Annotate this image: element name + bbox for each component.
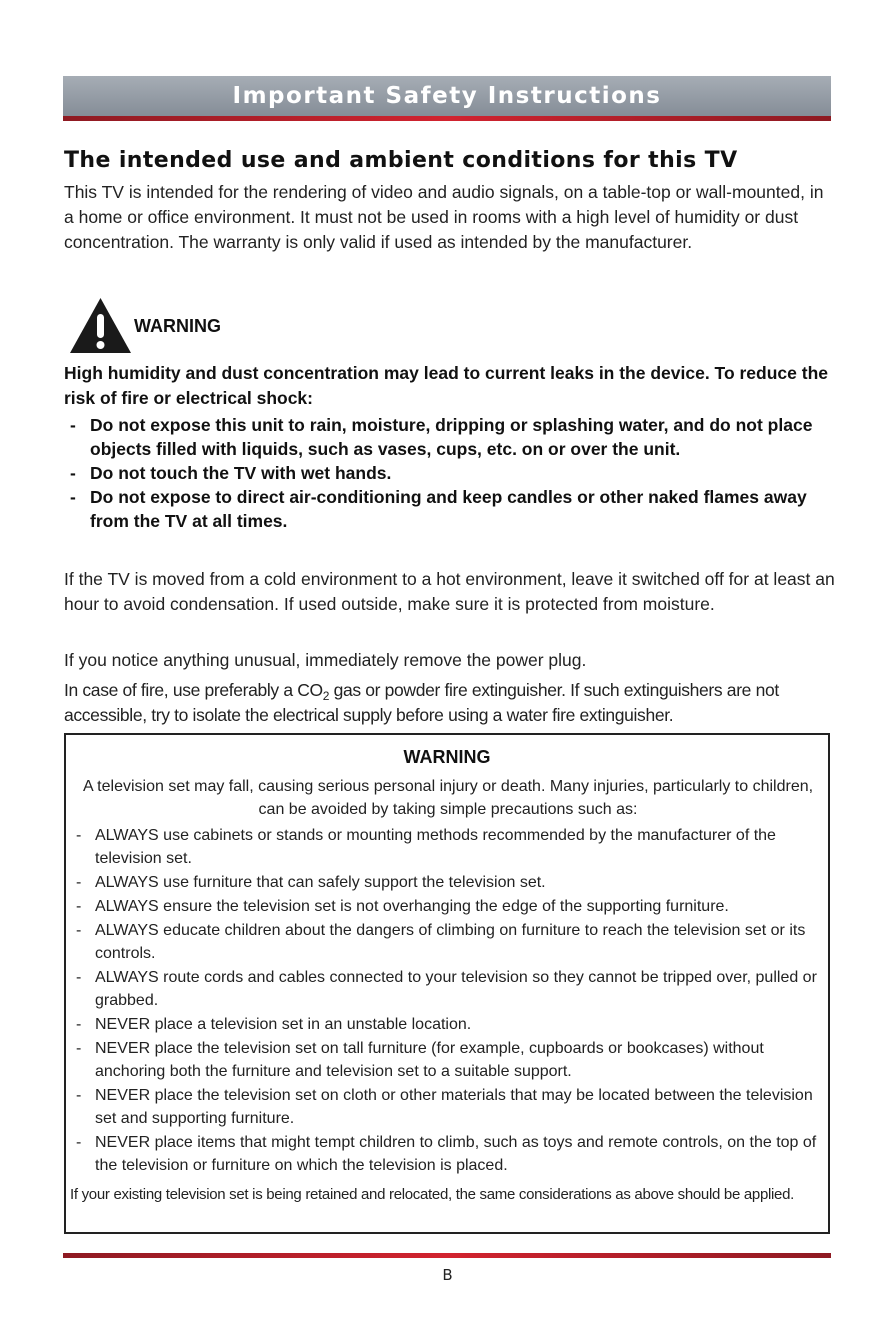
- list-item: [76, 871, 824, 894]
- list-item: [76, 824, 824, 870]
- bullet-dash: -: [76, 898, 82, 915]
- item-text: NEVER place items that might tempt children to climb, such as toys and remote controls, on the top of the television or furniture on which the television is placed.: [95, 1134, 817, 1174]
- bullet-dash: -: [76, 874, 82, 891]
- bullet-dash: -: [76, 1087, 82, 1104]
- box-item-list: [76, 824, 824, 1178]
- warning-bullet-list: [64, 413, 836, 533]
- bullet-text: Do not expose to direct air-conditioning and keep candles or other naked flames away from the TV at all times.: [90, 487, 807, 531]
- warning-label: WARNING: [134, 316, 221, 336]
- bullet-text: Do not touch the TV with wet hands.: [90, 463, 392, 483]
- box-title: WARNING: [403, 747, 491, 767]
- list-item: [64, 461, 836, 485]
- item-text: ALWAYS route cords and cables connected to your television so they cannot be tripped over, pulled or grabbed.: [95, 969, 817, 1009]
- subscript-2: 2: [322, 689, 330, 703]
- bullet-dash: -: [70, 463, 76, 483]
- header-bar: [63, 76, 831, 116]
- item-text: NEVER place a television set in an unstable location.: [95, 1016, 472, 1033]
- bullet-text: Do not expose this unit to rain, moisture, dripping or splashing water, and do not place objects filled with liquids, such as vases, cups, etc. on or over the unit.: [90, 415, 813, 459]
- item-text: ALWAYS use furniture that can safely support the television set.: [95, 874, 546, 891]
- item-text: ALWAYS use cabinets or stands or mounting methods recommended by the manufacturer of the television set.: [95, 827, 776, 867]
- unusual-paragraph: If you notice anything unusual, immediately remove the power plug.: [64, 650, 587, 670]
- list-item: [76, 1013, 824, 1036]
- bullet-dash: -: [76, 1134, 82, 1151]
- list-item: [76, 966, 824, 1012]
- section-title: The intended use and ambient conditions for this TV: [64, 148, 738, 173]
- bullet-dash: -: [70, 415, 76, 435]
- condensation-paragraph: If the TV is moved from a cold environment to a hot environment, leave it switched off for at least an hour to avoid condensation. If used outside, make sure it is protected from moisture.: [64, 569, 835, 614]
- footer-divider: [63, 1253, 831, 1258]
- header-divider: [63, 116, 831, 121]
- bullet-dash: -: [76, 827, 82, 844]
- intended-use-paragraph: This TV is intended for the rendering of video and audio signals, on a table-top or wall-mounted, in a home or office environment. It must not be used in rooms with a high level of humidity or dust concentration. The warranty is only valid if used as intended by the manufacturer.: [64, 182, 824, 252]
- list-item: [76, 1084, 824, 1130]
- list-item: [64, 413, 836, 461]
- bullet-dash: -: [76, 969, 82, 986]
- bullet-dash: -: [70, 487, 76, 507]
- list-item: [76, 1131, 824, 1177]
- page-header-title: Important Safety Instructions: [232, 83, 662, 109]
- warning-text: High humidity and dust concentration may lead to current leaks in the device. To reduce the risk of fire or electrical shock:: [64, 363, 828, 408]
- item-text: NEVER place the television set on tall furniture (for example, cupboards or bookcases) without anchoring both the furniture and television set to a suitable support.: [95, 1040, 764, 1080]
- bullet-dash: -: [76, 1040, 82, 1057]
- fire-text-start: In case of fire, use preferably a CO: [64, 680, 323, 700]
- fire-text-end: gas or powder fire extinguisher. If such extinguishers are not accessible, try to isolate the electrical supply before using a water fire extinguisher.: [64, 680, 779, 725]
- list-item: [76, 895, 824, 918]
- bullet-dash: -: [76, 922, 82, 939]
- list-item: [76, 1037, 824, 1083]
- page-number: B: [442, 1266, 453, 1284]
- item-text: ALWAYS educate children about the dangers of climbing on furniture to reach the television set or its controls.: [95, 922, 806, 962]
- item-text: NEVER place the television set on cloth or other materials that may be located between the television set and supporting furniture.: [95, 1087, 813, 1127]
- list-item: [76, 919, 824, 965]
- item-text: ALWAYS ensure the television set is not overhanging the edge of the supporting furniture.: [95, 898, 729, 915]
- box-footer-text: If your existing television set is being retained and relocated, the same considerations as above should be applied.: [70, 1186, 795, 1203]
- list-item: [64, 485, 836, 533]
- bullet-dash: -: [76, 1016, 82, 1033]
- fire-paragraph: [64, 678, 836, 728]
- tip-over-warning-box: [64, 733, 830, 1234]
- warning-triangle-icon: [69, 297, 132, 354]
- box-intro: A television set may fall, causing serious personal injury or death. Many injuries, particularly to children, can be avoided by taking simple precautions such as:: [82, 778, 814, 818]
